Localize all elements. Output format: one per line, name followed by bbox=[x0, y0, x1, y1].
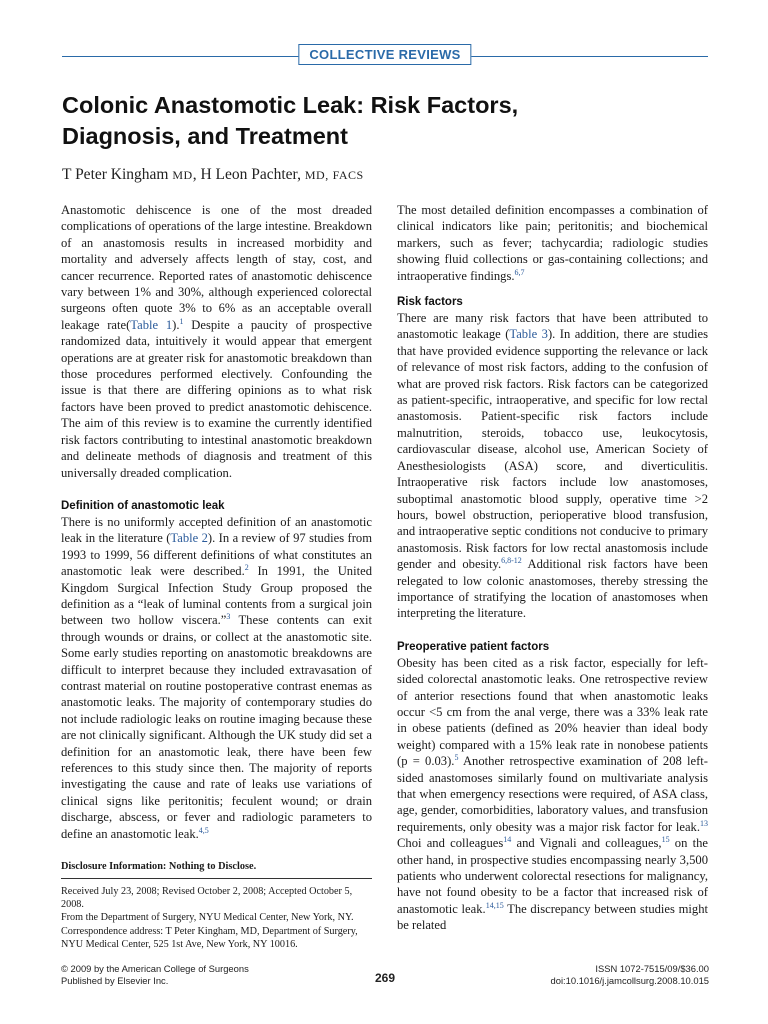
table-2-link[interactable]: Table 2 bbox=[170, 531, 208, 546]
section-label: COLLECTIVE REVIEWS bbox=[298, 44, 471, 65]
intro-paragraph: Anastomotic dehiscence is one of the most dreaded complications of operations of the large intestine. Breakdown of an anastomosis results in increased morbidity and mortality and adversely affects length of stay, cost, and cancer recurrence. Reported rates of anastomotic dehiscence vary between 1% and 30%, although experienced colorectal surgeons often quote 3% to 6% as an acceptable overall leakage rate(Table 1).$^1$ Despite a paucity of prospective randomized data, intuitively it would appear that emergent operations are at greater risk for anastomotic breakdown than those procedures performed electively. Confounding the issue is that there are differing opinions as to what risk factors have been proved to predict anastomotic dehiscence. The aim of this review is to examine the currently identified risk factors contributing to intestinal anastomotic breakdown and delineate methods of diagnosis and treatment of this universally dreaded complication. bbox=[61, 203, 373, 480]
disclosure: Disclosure Information: Nothing to Disclose. bbox=[61, 861, 257, 873]
publisher: Published by Elsevier Inc. bbox=[61, 975, 169, 986]
heading-preoperative: Preoperative patient factors bbox=[397, 640, 550, 653]
title-line-1: Colonic Anastomotic Leak: Risk Factors, bbox=[62, 92, 519, 118]
table-3-link[interactable]: Table 3 bbox=[509, 327, 548, 342]
citation-1[interactable]: 1 bbox=[179, 316, 184, 326]
citation-2[interactable]: 2 bbox=[244, 562, 249, 572]
author-1-degree: MD bbox=[172, 168, 193, 182]
preoperative-paragraph: Obesity has been cited as a risk factor, especially for left-sided colorectal anastomotic leaks. One retrospective review of anterior resections found that when anastomotic leaks occur <5 cm from the anal verge, there was a 33% leak rate in obese patients (defined as 20% heavier than ideal body weight) compared with a 15% leak rate in nonobese patients (p = 0.03).$^5$ Another retrospective examination of 208 left-sided anastomoses similarly found on multivariate analysis that when emergency resections were required, of ASA class, age, gender, comorbidities, laboratory values, and transfusion requirements, only obesity was a major risk factor for leak.$^{13}$ Choi and colleagues$^{14}$ and Vignali and colleagues,$^{15}$ on the other hand, in prospective studies encompassing nearly 3,500 patients who underwent colorectal resections for malignancy, have not found obesity to be a factor that increased risk of anastomotic leak.$^{14,15}$ The discrepancy between studies might be related bbox=[397, 655, 709, 933]
section-header bbox=[62, 44, 708, 68]
doi[interactable]: doi:10.1016/j.jamcollsurg.2008.10.015 bbox=[550, 975, 709, 986]
table-1-link[interactable]: Table 1 bbox=[130, 317, 173, 332]
definition-continued: The most detailed definition encompasses a combination of clinical indicators like pain; peritonitis; and biochemical markers, such as fever; tachycardia; radiologic studies showing fluid collections or gas-containing collections; and intraoperative findings.$^{6,7}$ bbox=[397, 203, 708, 283]
article-notes bbox=[61, 885, 372, 951]
citation-14[interactable]: 14 bbox=[503, 835, 512, 845]
title-line-2: Diagnosis, and Treatment bbox=[62, 123, 348, 149]
citation-5[interactable]: 5 bbox=[454, 753, 459, 762]
author-line: T Peter Kingham MD, H Leon Pachter, MD, FACS bbox=[62, 166, 364, 183]
footer-left bbox=[61, 963, 249, 987]
received-dates: Received July 23, 2008; Revised October 2, 2008; Accepted October 5, 2008. bbox=[61, 886, 353, 911]
heading-definition: Definition of anastomotic leak bbox=[61, 499, 225, 512]
heading-risk-factors: Risk factors bbox=[397, 296, 463, 309]
copyright: © 2009 by the American College of Surgeons bbox=[61, 963, 249, 974]
author-2: H Leon Pachter, bbox=[200, 166, 301, 183]
correspondence: Correspondence address: T Peter Kingham, MD, Department of Surgery, NYU Medical Center, 525 1st Ave, New York, NY 10016. bbox=[61, 925, 358, 950]
author-1: T Peter Kingham bbox=[62, 166, 169, 183]
footer-right bbox=[551, 963, 709, 987]
right-column bbox=[397, 202, 708, 934]
definition-paragraph: There is no uniformly accepted definition of an anastomotic leak in the literature (Table 2). In a review of 97 studies from 1993 to 1999, 56 different definitions of what constitutes an anastomotic leak were described.$^2$ In 1991, the United Kingdom Surgical Infection Study Group proposed the definition as a “leak of luminal contents from a surgical join between two hollow viscera.”$^3$ These contents can exit through wounds or drains, or collect at the anastomotic site. Some early studies reporting on anastomotic breakdowns are difficult to interpret because they included extravasation of contrast material on routine postoperative contrast enemas as anastomotic leaks. The majority of contemporary studies do not include radiologic leaks on routine imaging because these are not clinically significant. Although the UK study did set a definition for an anastomotic leak, there have been few references to this study since then. The majority of reports investigating the cause and rate of leaks use variations of clinical signs like peritonitis; feculent wound; or drain discharge, abscess, or fever and radiologic parameters to define an anastomotic leak.$^{4,5}$ bbox=[61, 514, 372, 841]
citation-3[interactable]: 3 bbox=[226, 612, 231, 622]
citation-15[interactable]: 15 bbox=[661, 835, 670, 845]
citation-6-8-12[interactable]: 6,8-12 bbox=[501, 555, 522, 565]
page-number: 269 bbox=[374, 971, 396, 985]
citation-13[interactable]: 13 bbox=[700, 818, 708, 828]
author-2-degree: MD, bbox=[304, 168, 329, 182]
affiliation: From the Department of Surgery, NYU Medical Center, New York, NY. bbox=[61, 912, 354, 924]
page-footer bbox=[61, 963, 709, 993]
author-2-degree-2: FACS bbox=[332, 168, 364, 182]
citation-6-7[interactable]: 6,7 bbox=[514, 267, 525, 277]
article-title bbox=[62, 90, 702, 152]
footnote-rule bbox=[61, 878, 372, 879]
citation-14-15[interactable]: 14,15 bbox=[485, 900, 504, 910]
issn: ISSN 1072-7515/09/$36.00 bbox=[595, 963, 709, 974]
citation-4-5[interactable]: 4,5 bbox=[198, 825, 209, 835]
risk-factors-paragraph: There are many risk factors that have been attributed to anastomotic leakage (Table 3). In addition, there are studies that have provided evidence supporting the relevance or lack of relevance of most risk factors, adding to the confusion of what are proved risk factors. Risk factors can be categorized as patient-specific, intraoperative, and specific for low rectal anastomosis. Patient-specific risk factors include malnutrition, steroids, tobacco use, leukocytosis, cardiovascular disease, alcohol use, American Society of Anesthesiologists (ASA) score, and diverticulitis. Intraoperative risk factors include low anastomoses, suboptimal anastomotic blood supply, operative time >2 hours, bowel obstruction, perioperative blood transfusion, and intraoperative septic conditions not conducive to primary anastomosis. Risk factors for low rectal anastomosis include gender and obesity.$^{6,8-12}$ Additional risk factors have been relegated to low colonic anastomoses, thereby stressing the importance of stratifying the location of anastomoses when interpreting the literature. bbox=[397, 311, 708, 621]
left-column bbox=[61, 202, 372, 951]
